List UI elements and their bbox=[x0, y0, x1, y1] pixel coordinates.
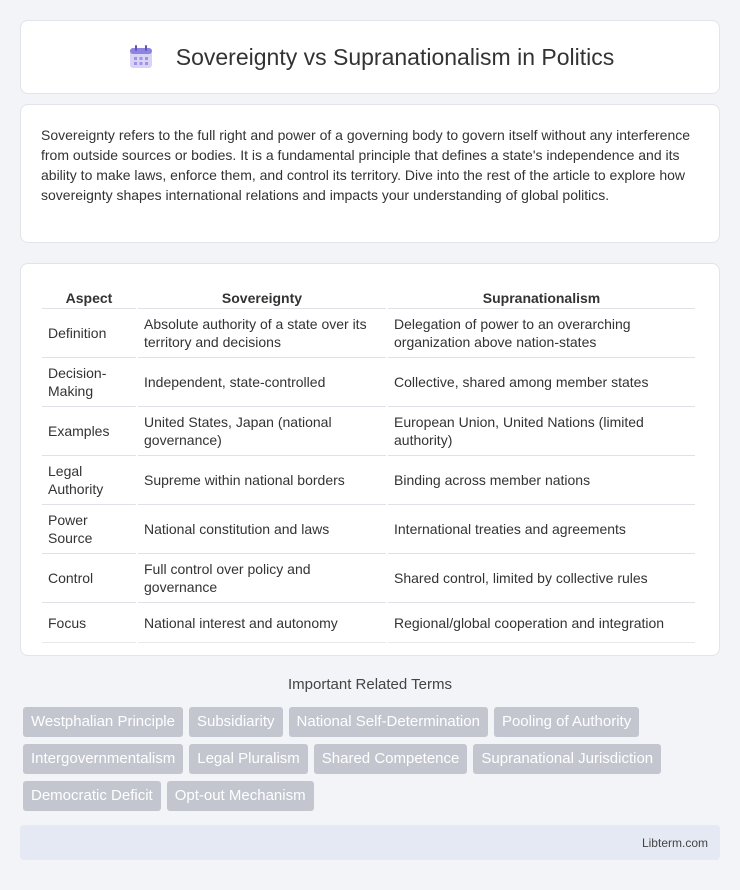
table-row bbox=[42, 456, 695, 505]
table-cell: International treaties and agreements bbox=[388, 505, 695, 554]
column-header: Sovereignty bbox=[138, 284, 386, 309]
table-cell: Regional/global cooperation and integration bbox=[388, 603, 695, 643]
table-cell: Full control over policy and governance bbox=[138, 554, 386, 603]
table-cell: Independent, state-controlled bbox=[138, 358, 386, 407]
table-cell: Supreme within national borders bbox=[138, 456, 386, 505]
table-cell: Focus bbox=[42, 603, 136, 643]
related-term-tag[interactable]: National Self-Determination bbox=[289, 707, 488, 737]
related-term-tag[interactable]: Intergovernmentalism bbox=[23, 744, 183, 774]
table-header-row bbox=[42, 284, 695, 309]
related-term-tag[interactable]: Shared Competence bbox=[314, 744, 468, 774]
related-term-tag[interactable]: Supranational Jurisdiction bbox=[473, 744, 661, 774]
table-cell: Legal Authority bbox=[42, 456, 136, 505]
comparison-table bbox=[40, 284, 697, 643]
related-term-tag[interactable]: Westphalian Principle bbox=[23, 707, 183, 737]
table-cell: Shared control, limited by collective rules bbox=[388, 554, 695, 603]
table-cell: Power Source bbox=[42, 505, 136, 554]
related-terms-list bbox=[20, 707, 720, 811]
table-cell: Examples bbox=[42, 407, 136, 456]
column-header: Supranationalism bbox=[388, 284, 695, 309]
related-term-tag[interactable]: Pooling of Authority bbox=[494, 707, 639, 737]
table-cell: Absolute authority of a state over its territory and decisions bbox=[138, 309, 386, 358]
footer-brand-link[interactable]: Libterm.com bbox=[641, 835, 708, 850]
table-row bbox=[42, 358, 695, 407]
related-term-tag[interactable]: Subsidiarity bbox=[189, 707, 283, 737]
comparison-table-card bbox=[20, 263, 720, 656]
related-term-tag[interactable]: Democratic Deficit bbox=[23, 781, 161, 811]
table-row bbox=[42, 407, 695, 456]
table-row bbox=[42, 505, 695, 554]
table-cell: Definition bbox=[42, 309, 136, 358]
header-card bbox=[20, 20, 720, 94]
table-row bbox=[42, 309, 695, 358]
related-term-tag[interactable]: Opt-out Mechanism bbox=[167, 781, 314, 811]
table-cell: Binding across member nations bbox=[388, 456, 695, 505]
table-row bbox=[42, 603, 695, 643]
related-term-tag[interactable]: Legal Pluralism bbox=[189, 744, 308, 774]
table-cell: National constitution and laws bbox=[138, 505, 386, 554]
column-header: Aspect bbox=[42, 284, 136, 309]
table-cell: National interest and autonomy bbox=[138, 603, 386, 643]
related-terms-section bbox=[20, 676, 720, 811]
table-cell: Delegation of power to an overarching organization above nation-states bbox=[388, 309, 695, 358]
intro-card bbox=[20, 104, 720, 243]
intro-text: Sovereignty refers to the full right and power of a governing body to govern itself without any interference from outside sources or bodies. It is a fundamental principle that defines a state's independence and its ability to make laws, enforce them, and control its territory. Dive into the rest of the article to explore how sovereignty shapes international relations and impacts your understanding of global politics. bbox=[41, 127, 691, 203]
table-cell: European Union, United Nations (limited authority) bbox=[388, 407, 695, 456]
calendar-icon bbox=[126, 42, 156, 72]
related-terms-title: Important Related Terms bbox=[288, 676, 452, 693]
table-row bbox=[42, 554, 695, 603]
table-cell: Collective, shared among member states bbox=[388, 358, 695, 407]
table-cell: Control bbox=[42, 554, 136, 603]
table-cell: Decision-Making bbox=[42, 358, 136, 407]
table-cell: United States, Japan (national governance) bbox=[138, 407, 386, 456]
footer bbox=[20, 825, 720, 860]
page-title: Sovereignty vs Supranationalism in Politics bbox=[175, 43, 615, 70]
